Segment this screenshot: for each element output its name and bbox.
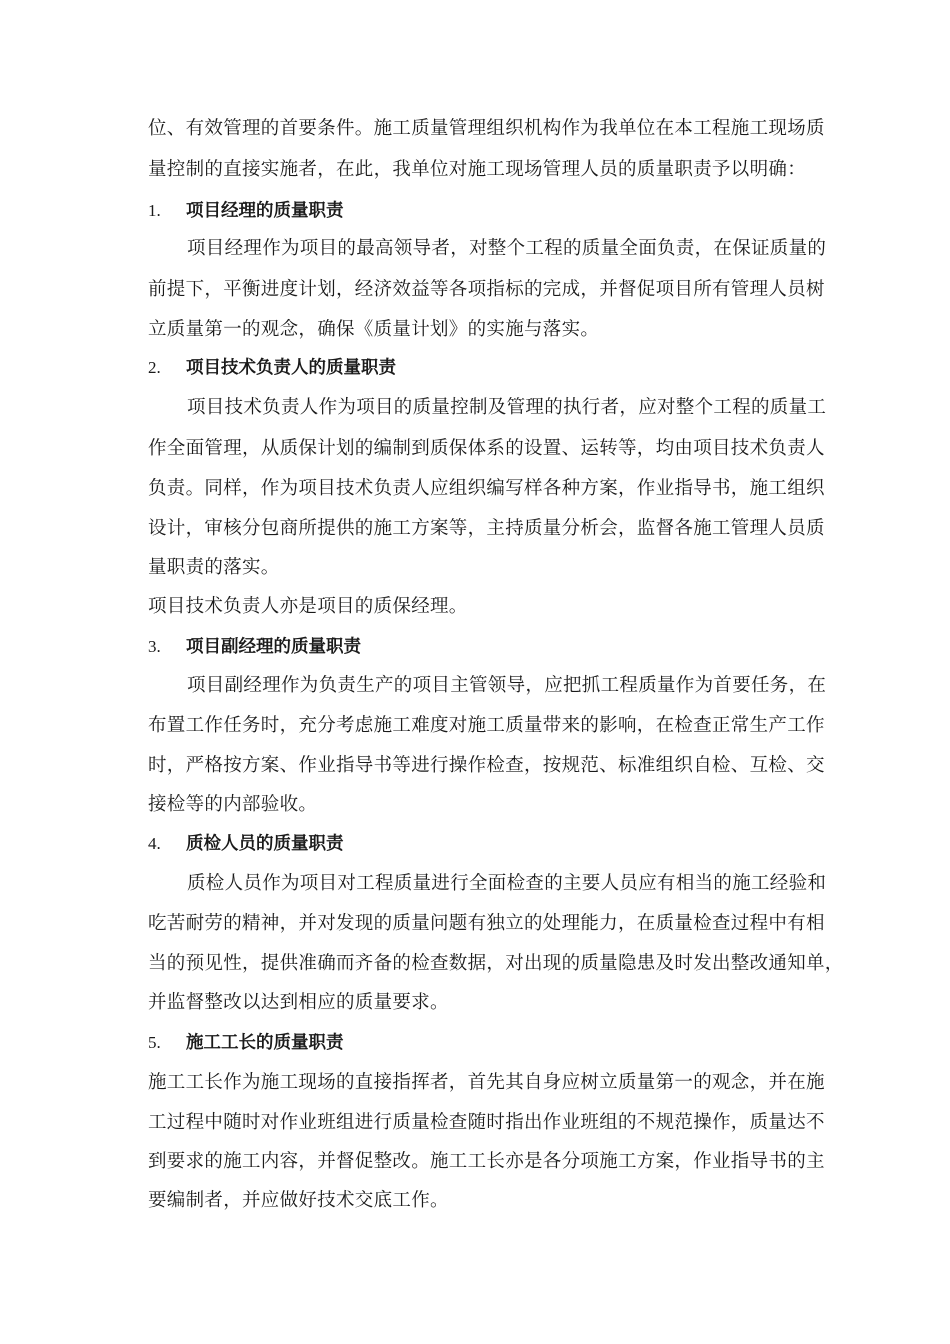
paragraph-line: 项目副经理作为负责生产的项目主管领导，应把抓工程质量作为首要任务，在	[187, 675, 827, 696]
section-title: 项目技术负责人的质量职责	[186, 358, 396, 378]
section-title: 质检人员的质量职责	[186, 834, 344, 854]
section-number: 1.	[148, 201, 161, 220]
paragraph-line: 设计，审核分包商所提供的施工方案等，主持质量分析会，监督各施工管理人员质	[148, 518, 825, 539]
intro-line: 量控制的直接实施者，在此，我单位对施工现场管理人员的质量职责予以明确：	[148, 159, 807, 180]
paragraph-line: 前提下，平衡进度计划，经济效益等各项指标的完成，并督促项目所有管理人员树	[148, 279, 825, 300]
paragraph-line: 项目技术负责人作为项目的质量控制及管理的执行者，应对整个工程的质量工	[187, 397, 827, 418]
paragraph-line: 到要求的施工内容，并督促整改。施工工长亦是各分项施工方案，作业指导书的主	[148, 1151, 825, 1172]
paragraph-line: 要编制者，并应做好技术交底工作。	[148, 1190, 449, 1211]
paragraph-line: 施工工长作为施工现场的直接指挥者，首先其自身应树立质量第一的观念，并在施	[148, 1072, 825, 1093]
paragraph-line: 布置工作任务时，充分考虑施工难度对施工质量带来的影响，在检查正常生产工作	[148, 715, 825, 736]
section-number: 5.	[148, 1033, 161, 1052]
section-heading	[148, 634, 361, 660]
section-number: 4.	[148, 834, 161, 853]
paragraph-line: 项目技术负责人亦是项目的质保经理。	[148, 596, 468, 617]
paragraph-line: 工过程中随时对作业班组进行质量检查随时指出作业班组的不规范操作，质量达不	[148, 1112, 825, 1133]
paragraph-line: 项目经理作为项目的最高领导者，对整个工程的质量全面负责，在保证质量的	[187, 238, 827, 259]
paragraph-line: 量职责的落实。	[148, 557, 280, 578]
paragraph-line: 负责。同样，作为项目技术负责人应组织编写样各种方案，作业指导书，施工组织	[148, 478, 825, 499]
section-number: 2.	[148, 358, 161, 377]
section-title: 项目副经理的质量职责	[186, 637, 361, 657]
section-heading	[148, 1030, 344, 1056]
paragraph-line: 当的预见性，提供准确而齐备的检查数据，对出现的质量隐患及时发出整改通知单，	[148, 953, 844, 974]
section-title: 项目经理的质量职责	[186, 201, 344, 221]
section-title: 施工工长的质量职责	[186, 1033, 344, 1053]
intro-line: 位、有效管理的首要条件。施工质量管理组织机构作为我单位在本工程施工现场质	[148, 118, 825, 139]
paragraph-line: 接检等的内部验收。	[148, 794, 318, 815]
paragraph-line: 时，严格按方案、作业指导书等进行操作检查，按规范、标准组织自检、互检、交	[148, 755, 825, 776]
paragraph-line: 并监督整改以达到相应的质量要求。	[148, 992, 449, 1013]
paragraph-line: 立质量第一的观念，确保《质量计划》的实施与落实。	[148, 319, 600, 340]
paragraph-line: 吃苦耐劳的精神，并对发现的质量问题有独立的处理能力，在质量检查过程中有相	[148, 913, 825, 934]
section-number: 3.	[148, 637, 161, 656]
section-heading	[148, 355, 396, 381]
paragraph-line: 作全面管理，从质保计划的编制到质保体系的设置、运转等，均由项目技术负责人	[148, 438, 825, 459]
section-heading	[148, 831, 344, 857]
section-heading	[148, 198, 344, 224]
paragraph-line: 质检人员作为项目对工程质量进行全面检查的主要人员应有相当的施工经验和	[187, 873, 827, 894]
